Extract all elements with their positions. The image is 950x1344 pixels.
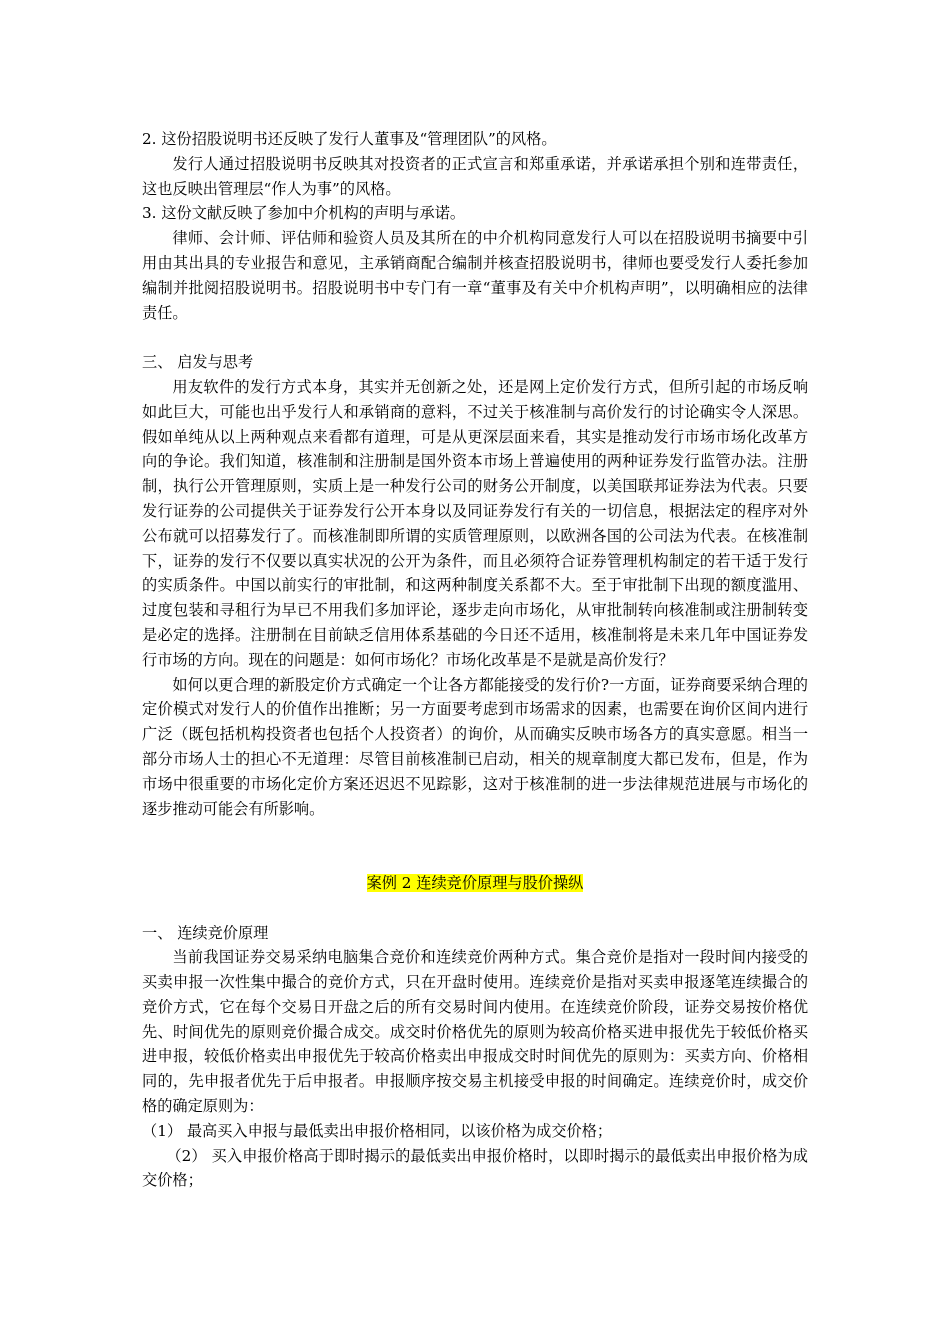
paragraph: 用友软件的发行方式本身，其实并无创新之处，还是网上定价发行方式，但所引起的市场反响如此巨大，可能也出乎发行人和承销商的意料，不过关于核准制与高价发行的讨论确实令人深思。假如单纯从以上两种观点来看都有道理，可是从更深层面来看，其实是推动发行市场市场化改革方向的争论。我们知道，核准制和注册制是国外资本市场上普遍使用的两种证券发行监管办法。注册制，执行公开管理原则，实质上是一种发行公司的财务公开制度，以美国联邦证券法为代表。只要发行证券的公司提供关于证券发行公开本身以及同证券发行有关的一切信息，根据法定的程序对外公布就可以招募发行了。而核准制即所谓的实质管理原则，以欧洲各国的公司法为代表。在核准制下，证券的发行不仅要以真实状况的公开为条件，而且必须符合证券管理机构制定的若干适于发行的实质条件。中国以前实行的审批制，和这两种制度关系都不大。至于审批制下出现的额度滥用、过度包装和寻租行为早已不用我们多加评论，逐步走向市场化，从审批制转向核准制或注册制转变是必定的选择。注册制在目前缺乏信用体系基础的今日还不适用，核准制将是未来几年中国证券发行市场的方向。现在的问题是：如何市场化？市场化改革是不是就是高价发行？ bbox=[142, 377, 808, 669]
list-item-2: （2） 买入申报价格高于即时揭示的最低卖出申报价格时，以即时揭示的最低卖出申报价格为成交价格； bbox=[142, 1146, 808, 1190]
paragraph: 发行人通过招股说明书反映其对投资者的正式宣言和郑重承诺，并承诺承担个别和连带责任，这也反映出管理层“作人为事”的风格。 bbox=[142, 154, 808, 198]
numbered-paragraph-3: 3. 这份文献反映了参加中介机构的声明与承诺。 bbox=[142, 204, 466, 223]
case-title bbox=[142, 871, 808, 896]
blank-line bbox=[142, 325, 808, 350]
document-body bbox=[142, 127, 808, 1193]
blank-line bbox=[142, 896, 808, 921]
highlighted-title-text: 案例 2 连续竞价原理与股价操纵 bbox=[366, 873, 584, 892]
blank-line bbox=[142, 821, 808, 871]
paragraph: 当前我国证券交易采纳电脑集合竞价和连续竞价两种方式。集合竞价是指对一段时间内接受的买卖申报一次性集中撮合的竞价方式，只在开盘时使用。连续竞价是指对买卖申报逐笔连续撮合的竞价方式，它在每个交易日开盘之后的所有交易时间内使用。在连续竞价阶段，证券交易按价格优先、时间优先的原则竞价撮合成交。成交时价格优先的原则为较高价格买进申报优先于较低价格买进申报，较低价格卖出申报优先于较高价格卖出申报成交时时间优先的原则为：买卖方向、价格相同的，先申报者优先于后申报者。申报顺序按交易主机接受申报的时间确定。连续竞价时，成交价格的确定原则为： bbox=[142, 948, 808, 1116]
paragraph: 如何以更合理的新股定价方式确定一个让各方都能接受的发行价?一方面，证券商要采纳合理的定价模式对发行人的价值作出推断；另一方面要考虑到市场需求的因素，也需要在询价区间内进行广泛（既包括机构投资者也包括个人投资者）的询价，从而确实反映市场各方的真实意愿。相当一部分市场人士的担心不无道理：尽管目前核准制已启动，相关的规章制度大都已发布，但是，作为市场中很重要的市场化定价方案还迟迟不见踪影，这对于核准制的进一步法律规范进展与市场化的逐步推动可能会有所影响。 bbox=[142, 675, 808, 818]
paragraph: 律师、会计师、评估师和验资人员及其所在的中介机构同意发行人可以在招股说明书摘要中引用由其出具的专业报告和意见，主承销商配合编制并核查招股说明书，律师也要受发行人委托参加编制并批阅招股说明书。招股说明书中专门有一章“董事及有关中介机构声明”，以明确相应的法律责任。 bbox=[142, 229, 808, 322]
section-heading-1: 一、 连续竞价原理 bbox=[142, 923, 269, 942]
section-heading-3: 三、 启发与思考 bbox=[142, 353, 254, 372]
numbered-paragraph-2: 2. 这份招股说明书还反映了发行人董事及“管理团队”的风格。 bbox=[142, 130, 557, 148]
list-item-1: （1） 最高买入申报与最低卖出申报价格相同，以该价格为成交价格； bbox=[142, 1121, 613, 1140]
